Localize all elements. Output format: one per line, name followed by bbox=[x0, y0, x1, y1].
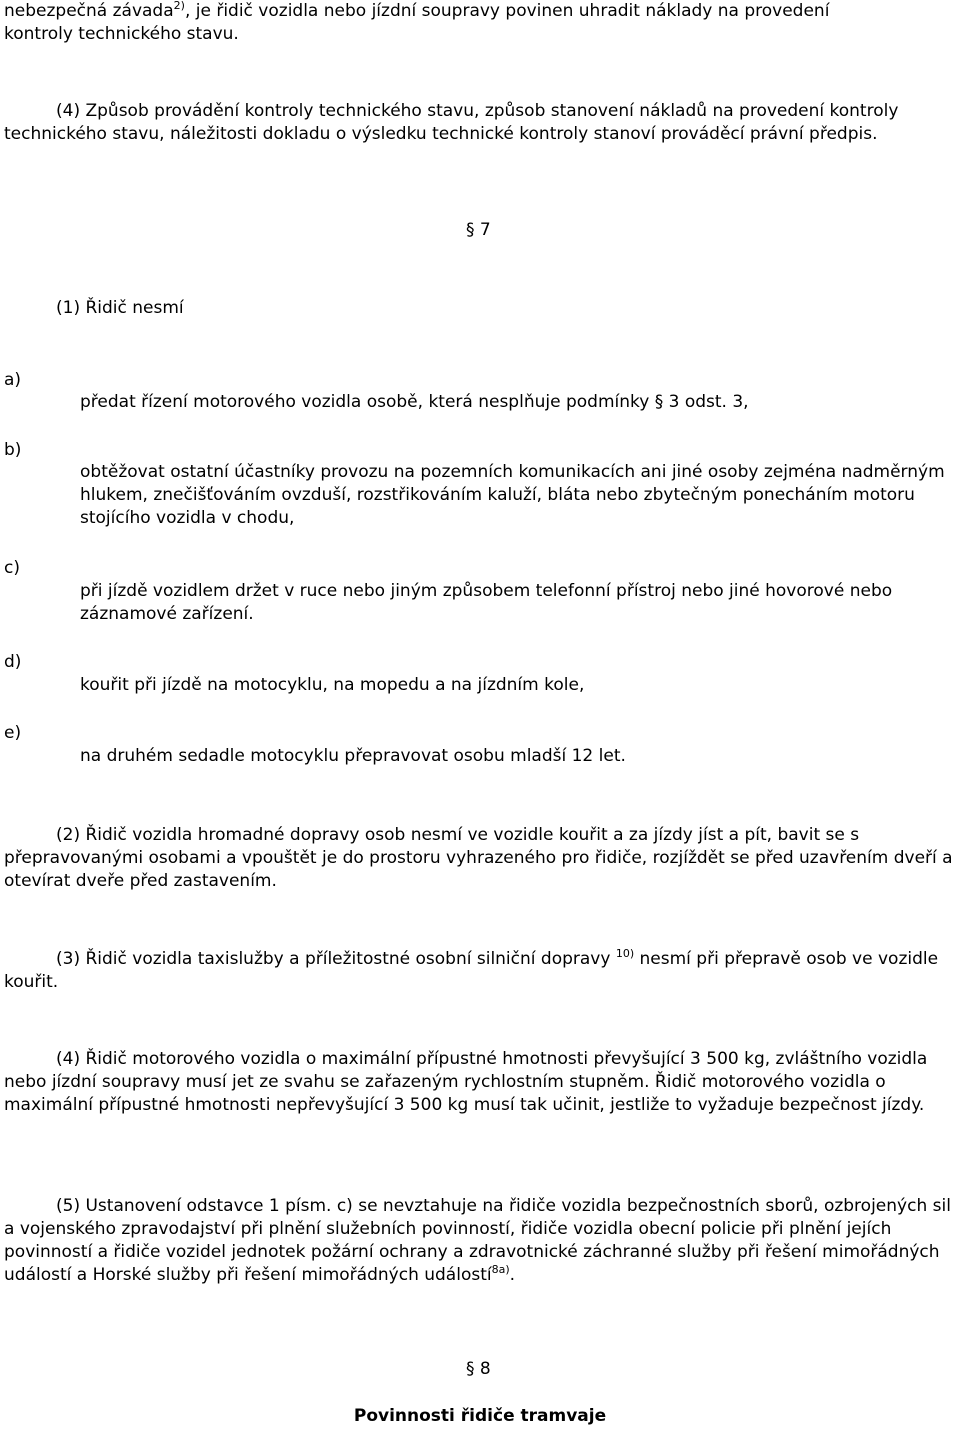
subsection-5-text-rest: . bbox=[509, 1265, 516, 1285]
top-fragment-line1-rest: , je řidič vozidla nebo jízdní soupravy povinen uhradit náklady na provedení bbox=[184, 1, 830, 21]
footnote-ref: 2) bbox=[173, 0, 185, 12]
item-letter-a: a) bbox=[4, 370, 22, 390]
section-sign: § bbox=[466, 220, 475, 240]
item-text-a: předat řízení motorového vozidla osobě, která nesplňuje podmínky § 3 odst. 3, bbox=[80, 392, 749, 412]
section-8-heading bbox=[466, 1358, 491, 1381]
paragraph-4-previous bbox=[4, 100, 956, 146]
paragraph-4-previous-text: (4) Způsob provádění kontroly technického stavu, způsob stanovení nákladů na provedení kontroly technického stavu, náležitosti dokladu o výsledku technické kontroly stanoví prováděcí právní předpis. bbox=[4, 101, 899, 144]
subsection-1-intro: (1) Řidič nesmí bbox=[56, 298, 184, 318]
item-text-c: při jízdě vozidlem držet v ruce nebo jiným způsobem telefonní přístroj nebo jiné hovorové nebo záznamové zařízení. bbox=[80, 581, 893, 624]
footnote-ref: 8a) bbox=[491, 1263, 510, 1276]
top-fragment bbox=[4, 0, 956, 46]
top-fragment-line1: nebezpečná závada bbox=[4, 1, 174, 21]
subsection-3-text-rest: nesmí při přepravě osob ve vozidle kouřit. bbox=[4, 949, 939, 992]
subsection-2-text: (2) Řidič vozidla hromadné dopravy osob nesmí ve vozidle kouřit a za jízdy jíst a pít, bavit se s přepravovanými osobami a vpouštět je do prostoru vyhrazeného pro řidiče, rozjíždět se před uzavřením dveří a otevírat dveře před zastavením. bbox=[4, 825, 953, 891]
subsection-4-text: (4) Řidič motorového vozidla o maximální přípustné hmotnosti převyšující 3 500 kg, zvláštního vozidla nebo jízdní soupravy musí jet ze svahu se zařazeným rychlostním stupněm. Řidič motorového vozidla o maximální přípustné hmotnosti nepřevyšující 3 500 kg musí tak učinit, jestliže to vyžaduje bezpečnost jízdy. bbox=[4, 1049, 928, 1115]
subsection-3-text: (3) Řidič vozidla taxislužby a příležitostné osobní silniční dopravy bbox=[56, 949, 611, 969]
subsection-5 bbox=[4, 1195, 956, 1287]
section-number: 7 bbox=[479, 220, 491, 240]
subsection-5-text: (5) Ustanovení odstavce 1 písm. c) se nevztahuje na řidiče vozidla bezpečnostních sborů, ozbrojených sil a vojenského zpravodajství při plnění služebních povinností, řidiče vozidla obecní policie při plnění jejích povinností a řidiče vozidel jednotek požární ochrany a zdravotnické záchranné služby při řešení mimořádných událostí a Horské služby při řešení mimořádných událostí bbox=[4, 1196, 951, 1285]
subsection-4 bbox=[4, 1048, 956, 1117]
item-letter-e: e) bbox=[4, 723, 22, 743]
item-letter-d: d) bbox=[4, 652, 22, 672]
section-sign: § bbox=[466, 1359, 475, 1379]
item-text-b: obtěžovat ostatní účastníky provozu na pozemních komunikacích ani jiné osoby zejména nadměrným hlukem, znečišťováním ovzduší, rozstřikováním kaluží, bláta nebo zbytečným ponecháním motoru stojícího vozidla v chodu, bbox=[80, 462, 945, 528]
item-text-e: na druhém sedadle motocyklu přepravovat osobu mladší 12 let. bbox=[80, 746, 626, 766]
item-letter-c: c) bbox=[4, 558, 20, 578]
top-fragment-line2: kontroly technického stavu. bbox=[4, 24, 239, 44]
footnote-ref: 10) bbox=[615, 947, 635, 960]
section-7-heading bbox=[466, 219, 491, 242]
section-number: 8 bbox=[479, 1359, 491, 1379]
subsection-3 bbox=[4, 948, 956, 994]
item-letter-b: b) bbox=[4, 440, 22, 460]
section-8-title: Povinnosti řidiče tramvaje bbox=[353, 1406, 607, 1426]
item-text-d: kouřit při jízdě na motocyklu, na mopedu a na jízdním kole, bbox=[80, 675, 585, 695]
subsection-2 bbox=[4, 824, 956, 893]
